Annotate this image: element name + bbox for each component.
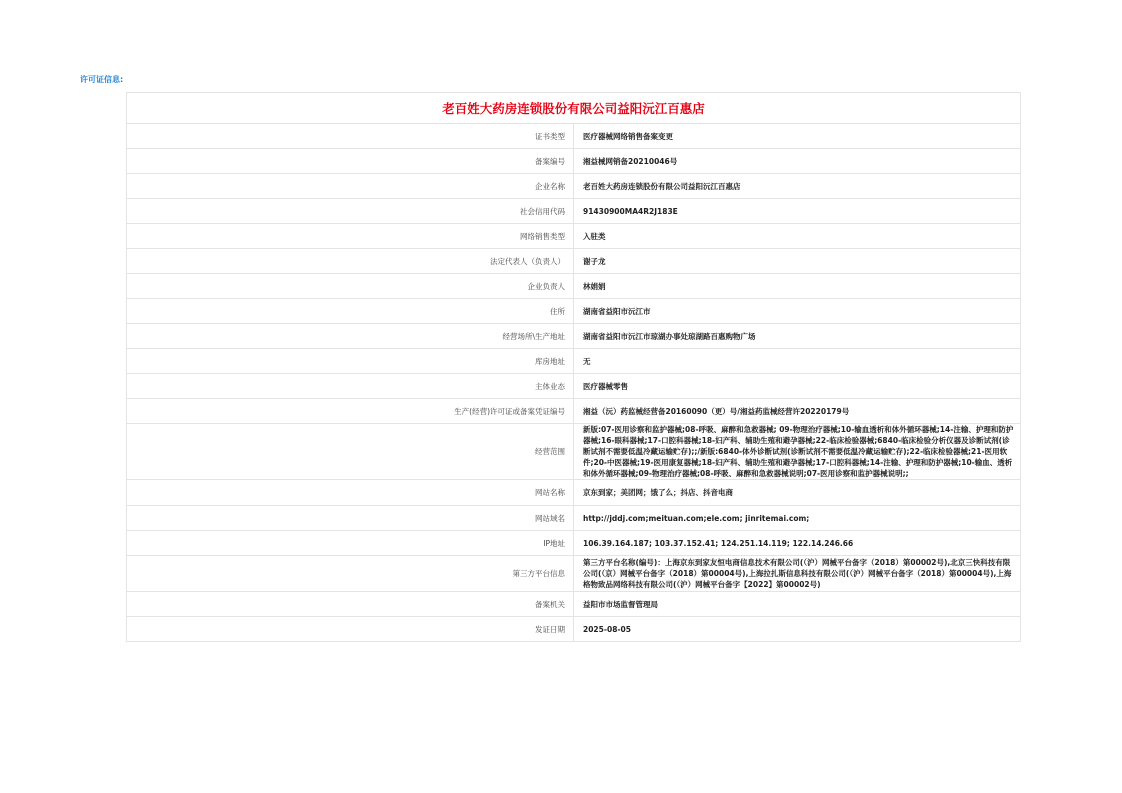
row-value-certificate-type: 医疗器械网络销售备案变更: [574, 124, 1021, 149]
row-label-ip-address: IP地址: [127, 531, 574, 556]
row-value-license-number: 湘益（沅）药监械经营备20160090（更）号/湘益药监械经营许20220179号: [574, 399, 1021, 424]
row-value-legal-representative: 谢子龙: [574, 249, 1021, 274]
table-row: [127, 617, 1021, 642]
row-label-credit-code: 社会信用代码: [127, 199, 574, 224]
table-row: [127, 506, 1021, 531]
row-value-website-domain: http://jddj.com;meituan.com;ele.com; jinritemai.com;: [574, 506, 1021, 531]
company-title: 老百姓大药房连锁股份有限公司益阳沅江百惠店: [127, 93, 1021, 124]
row-label-license-number: 生产(经营)许可证或备案凭证编号: [127, 399, 574, 424]
row-label-company-head: 企业负责人: [127, 274, 574, 299]
row-value-issue-date: 2025-08-05: [574, 617, 1021, 642]
row-value-filing-number: 湘益械网销备20210046号: [574, 149, 1021, 174]
table-row: [127, 274, 1021, 299]
row-value-company-name: 老百姓大药房连锁股份有限公司益阳沅江百惠店: [574, 174, 1021, 199]
row-value-third-party-platform: 第三方平台名称(编号)：上海京东到家友恒电商信息技术有限公司(（沪）网械平台备字（2018）第00002号),北京三快科技有限公司(（京）网械平台备字（2018）第00004号),上海拉扎斯信息科技有限公司(（沪）网械平台备字（2018）第00004号),上海格物致品网络科技有限公司(（沪）网械平台备字【2022】第00002号): [574, 556, 1021, 592]
row-value-website-name: 京东到家；美团网；饿了么；抖店、抖音电商: [574, 480, 1021, 506]
table-row: [127, 174, 1021, 199]
table-row: [127, 124, 1021, 149]
license-info-table: [126, 92, 1021, 642]
row-label-third-party-platform: 第三方平台信息: [127, 556, 574, 592]
row-label-domicile: 住所: [127, 299, 574, 324]
table-row: [127, 592, 1021, 617]
table-row: [127, 149, 1021, 174]
row-label-legal-representative: 法定代表人（负责人）: [127, 249, 574, 274]
table-row: [127, 299, 1021, 324]
row-label-sales-type: 网络销售类型: [127, 224, 574, 249]
row-value-business-address: 湖南省益阳市沅江市琼湖办事处琼湖路百惠购物广场: [574, 324, 1021, 349]
table-row: [127, 424, 1021, 480]
row-value-filing-authority: 益阳市市场监督管理局: [574, 592, 1021, 617]
title-row: [127, 93, 1021, 124]
row-label-issue-date: 发证日期: [127, 617, 574, 642]
table-row: [127, 374, 1021, 399]
table-row: [127, 480, 1021, 506]
row-value-sales-type: 入驻类: [574, 224, 1021, 249]
row-label-filing-number: 备案编号: [127, 149, 574, 174]
table-row: [127, 399, 1021, 424]
row-value-company-head: 林娟娟: [574, 274, 1021, 299]
row-label-business-format: 主体业态: [127, 374, 574, 399]
row-label-company-name: 企业名称: [127, 174, 574, 199]
row-label-filing-authority: 备案机关: [127, 592, 574, 617]
row-value-warehouse-address: 无: [574, 349, 1021, 374]
row-label-warehouse-address: 库房地址: [127, 349, 574, 374]
row-value-ip-address: 106.39.164.187; 103.37.152.41; 124.251.14.119; 122.14.246.66: [574, 531, 1021, 556]
row-value-business-format: 医疗器械零售: [574, 374, 1021, 399]
table-row: [127, 324, 1021, 349]
row-label-business-scope: 经营范围: [127, 424, 574, 480]
table-row: [127, 199, 1021, 224]
row-label-website-domain: 网站域名: [127, 506, 574, 531]
row-label-website-name: 网站名称: [127, 480, 574, 506]
table-row: [127, 249, 1021, 274]
table-row: [127, 224, 1021, 249]
table-row: [127, 531, 1021, 556]
row-value-business-scope: 新版:07-医用诊察和监护器械;08-呼吸、麻醉和急救器械; 09-物理治疗器械;10-输血透析和体外循环器械;14-注输、护理和防护器械;16-眼科器械;17-口腔科器械;18-妇产科、辅助生殖和避孕器械;22-临床检验器械;6840-临床检验分析仪器及诊断试剂(诊断试剂不需要低温冷藏运输贮存);;/新版:6840-体外诊断试剂(诊断试剂不需要低温冷藏运输贮存);22-临床检验器械;21-医用软件;20-中医器械;19-医用康复器械;18-妇产科、辅助生殖和避孕器械;17-口腔科器械;14-注输、护理和防护器械;10-输血、透析和体外循环器械;09-物理治疗器械;08-呼吸、麻醉和急救器械说明;07-医用诊察和监护器械说明;;: [574, 424, 1021, 480]
table-row: [127, 556, 1021, 592]
table-row: [127, 349, 1021, 374]
row-label-business-address: 经营场所\生产地址: [127, 324, 574, 349]
row-label-certificate-type: 证书类型: [127, 124, 574, 149]
row-value-credit-code: 91430900MA4R2J183E: [574, 199, 1021, 224]
section-label: 许可证信息:: [80, 75, 124, 84]
row-value-domicile: 湖南省益阳市沅江市: [574, 299, 1021, 324]
